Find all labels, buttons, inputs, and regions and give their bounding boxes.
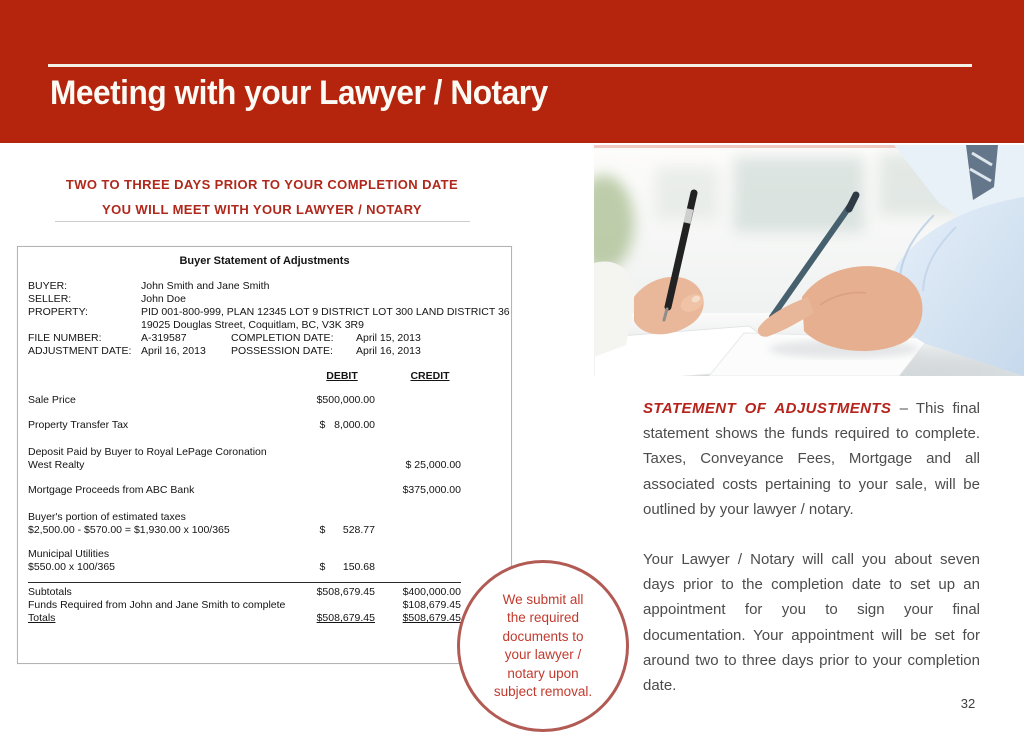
totals-label: Totals — [28, 612, 56, 624]
paragraph-lead: STATEMENT OF ADJUSTMENTS — [643, 400, 892, 417]
info-value-2: April 16, 2013 — [356, 345, 421, 357]
callout-circle — [457, 560, 629, 732]
row-description: Subtotals — [28, 586, 72, 598]
info-label: ADJUSTMENT DATE: — [28, 345, 132, 357]
totals-credit: $508,679.45 — [402, 612, 461, 624]
info-value: A-319587 — [141, 332, 187, 344]
row-debit: $ 8,000.00 — [319, 419, 375, 431]
info-value: John Doe — [141, 293, 186, 305]
info-row-buyer — [28, 280, 511, 293]
info-row-seller — [28, 293, 511, 306]
row-description-line-1: Buyer's portion of estimated taxes — [28, 511, 186, 523]
row-description: Property Transfer Tax — [28, 419, 129, 431]
callout-text — [494, 591, 592, 702]
paragraph-lawyer-call: Your Lawyer / Notary will call you about seven days prior to the completion date to set up an appointment for you to sign your final documentation. Your appointment will be set for around two to three days prior to your completion date. — [643, 551, 980, 695]
row-description-line-2: West Realty — [28, 459, 85, 471]
funds-required-row — [28, 599, 461, 612]
statement-title: Buyer Statement of Adjustments — [179, 255, 350, 267]
row-credit: $375,000.00 — [402, 484, 461, 496]
table-row — [28, 446, 461, 472]
callout-line: subject removal. — [493, 684, 593, 699]
info-value-2: April 15, 2013 — [356, 332, 421, 344]
info-value: John Smith and Jane Smith — [141, 280, 270, 292]
info-row-property — [28, 306, 511, 332]
row-description: Mortgage Proceeds from ABC Bank — [28, 484, 195, 496]
debit-header-label: DEBIT — [326, 370, 358, 382]
table-row — [28, 394, 461, 407]
row-description-line-2: $2,500.00 - $570.00 = $1,930.00 x 100/365 — [28, 524, 230, 536]
row-debit: $ 150.68 — [319, 561, 375, 573]
table-row — [28, 548, 461, 574]
callout-line: the required — [506, 610, 580, 625]
info-row-adjustment-date — [28, 345, 511, 358]
paragraph-body: – This final statement shows the funds required to complete. Taxes, Conveyance Fees, Mortgage and all associated costs pertaining to your sale, will be outlined by your lawyer / notary. — [643, 400, 981, 518]
lawyer-meeting-photo-illustration — [594, 145, 1024, 376]
row-description-line-2: $550.00 x 100/365 — [28, 561, 115, 573]
row-debit: $500,000.00 — [316, 394, 375, 406]
intro-line-1: TWO TO THREE DAYS PRIOR TO YOUR COMPLETION DATE — [65, 177, 459, 192]
subtotals-row — [28, 586, 461, 599]
callout-line: We submit all — [502, 591, 584, 607]
intro-underline — [55, 221, 470, 222]
property-line-1: PID 001-800-999, PLAN 12345 LOT 9 DISTRICT LOT 300 LAND DISTRICT 36 — [141, 306, 510, 318]
info-value — [141, 306, 511, 332]
callout-line: documents to — [502, 628, 584, 644]
row-description — [28, 612, 309, 625]
body-text — [643, 396, 980, 698]
row-description — [28, 511, 309, 537]
row-description: Sale Price — [28, 394, 76, 406]
page-number: 32 — [960, 696, 976, 711]
header-band — [0, 0, 1024, 143]
row-debit: $508,679.45 — [316, 586, 375, 598]
intro-line-2: YOU WILL MEET WITH YOUR LAWYER / NOTARY — [102, 202, 422, 217]
row-description — [28, 446, 309, 472]
row-description: Funds Required from John and Jane Smith to complete — [28, 599, 286, 611]
callout-line: notary upon — [507, 665, 579, 681]
table-row — [28, 484, 461, 497]
adjustments-table — [28, 370, 461, 625]
info-label-2: COMPLETION DATE: — [231, 332, 334, 344]
info-label: PROPERTY: — [28, 306, 88, 318]
table-row — [28, 419, 461, 432]
totals-section — [28, 582, 461, 625]
row-credit: $108,679.45 — [402, 599, 461, 611]
table-header-row — [28, 370, 461, 383]
info-label: FILE NUMBER: — [28, 332, 102, 344]
table-row — [28, 511, 461, 537]
row-credit: $400,000.00 — [402, 586, 461, 598]
row-debit — [309, 612, 375, 625]
info-label: BUYER: — [28, 280, 68, 292]
row-credit: $ 25,000.00 — [405, 459, 461, 471]
paragraph-statement-of-adjustments — [643, 396, 980, 522]
row-description-line-1: Municipal Utilities — [28, 548, 110, 560]
credit-column-header — [399, 370, 461, 383]
statement-info — [28, 280, 511, 358]
callout-line: your lawyer / — [504, 647, 582, 662]
lawyer-meeting-photo — [594, 145, 1024, 376]
statement-of-adjustments-box — [17, 246, 512, 664]
info-row-file-number — [28, 332, 511, 345]
totals-row — [28, 612, 461, 625]
property-line-2: 19025 Douglas Street, Coquitlam, BC, V3K 3R9 — [141, 319, 364, 331]
debit-column-header — [309, 370, 375, 383]
row-credit — [399, 612, 461, 625]
row-description-line-1: Deposit Paid by Buyer to Royal LePage Coronation — [28, 446, 267, 458]
totals-debit: $508,679.45 — [316, 612, 375, 624]
credit-header-label: CREDIT — [410, 370, 450, 382]
intro-heading — [0, 172, 524, 222]
header-rule — [48, 64, 972, 67]
page-title: Meeting with your Lawyer / Notary — [50, 74, 548, 112]
row-description — [28, 548, 309, 574]
row-debit: $ 528.77 — [319, 524, 375, 536]
info-value: April 16, 2013 — [141, 345, 206, 357]
info-label: SELLER: — [28, 293, 72, 305]
info-label-2: POSSESSION DATE: — [231, 345, 333, 357]
